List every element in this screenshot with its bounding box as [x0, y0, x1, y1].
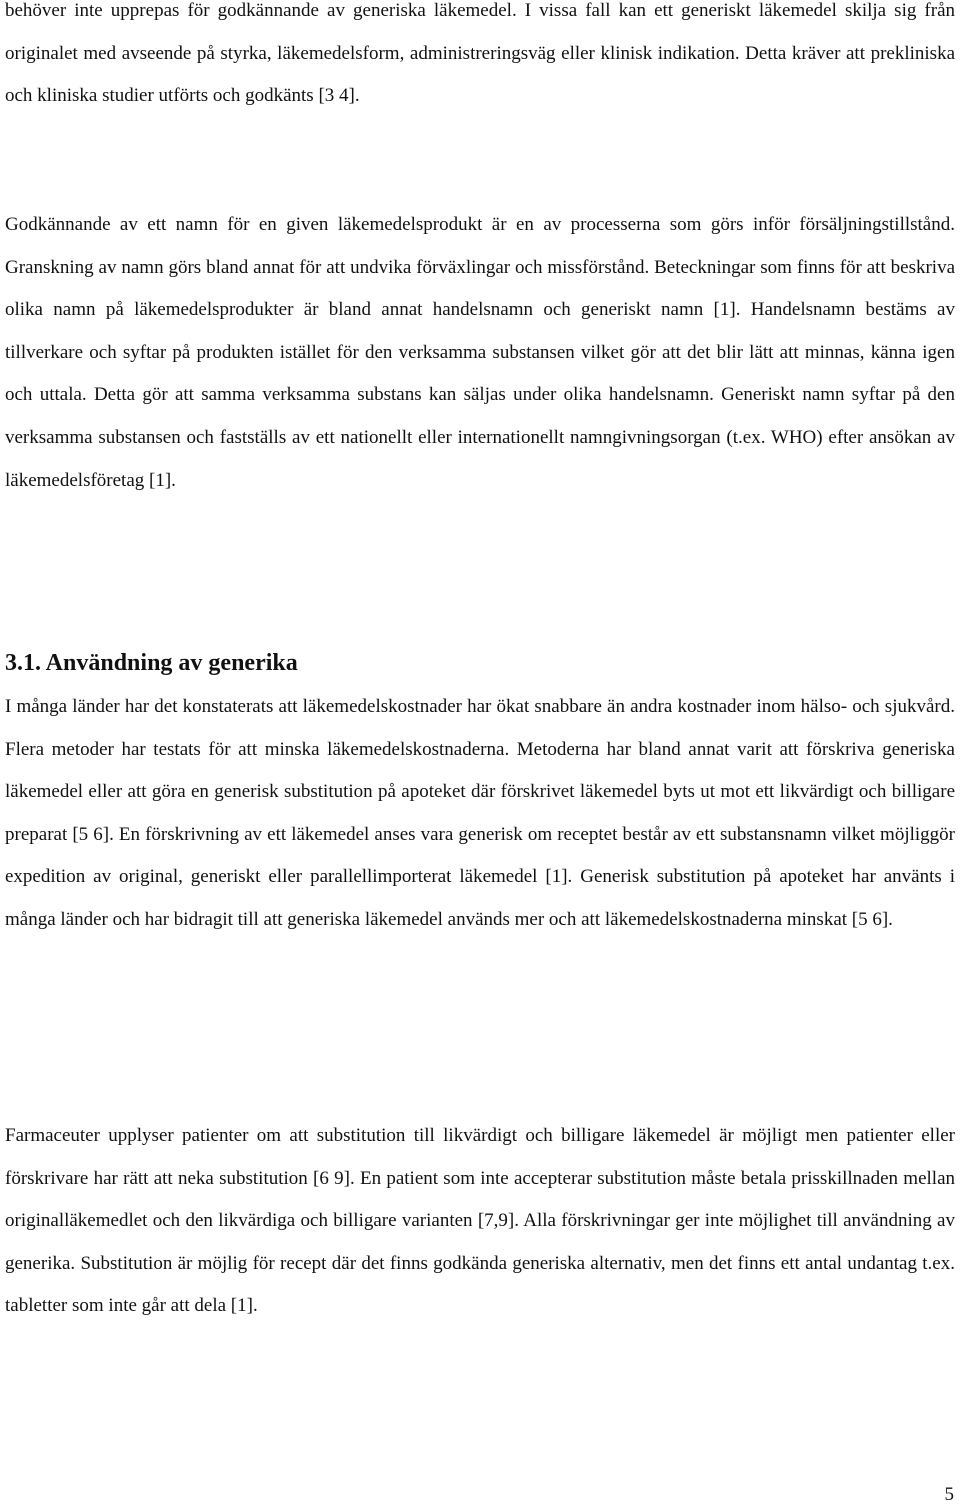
body-paragraph: Farmaceuter upplyser patienter om att substitution till likvärdigt och billigare läkemedel är möjligt men patienter eller förskrivare har rätt att neka substitution [6 9]. En patient som inte accepterar substitution måste betala prisskillnaden mellan originalläkemedlet och den likvärdiga och billigare varianten [7,9]. Alla förskrivningar ger inte möjlighet till användning av generika. Substitution är möjlig för recept där det finns godkända generiska alternativ, men det finns ett antal undantag t.ex. tabletter som inte går att dela [1]. — [5, 1125, 955, 1317]
body-paragraph: behöver inte upprepas för godkännande av generiska läkemedel. I vissa fall kan ett generiskt läkemedel skilja sig från originalet med avseende på styrka, läkemedelsform, administreringsväg eller klinisk indikation. Detta kräver att prekliniska och kliniska studier utförts och godkänts [3 4]. — [5, 0, 955, 107]
page-number: 5 — [944, 1484, 954, 1505]
body-paragraph: I många länder har det konstaterats att läkemedelskostnader har ökat snabbare än andra kostnader inom hälso- och sjukvård. Flera metoder har testats för att minska läkemedelskostnaderna. Metoderna har bland annat varit att förskriva generiska läkemedel eller att göra en generisk substitution på apoteket där förskrivet läkemedel byts ut mot ett likvärdigt och billigare preparat [5 6]. En förskrivning av ett läkemedel anses vara generisk om receptet består av ett substansnamn vilket möjliggör expedition av original, generiskt eller parallellimporterat läkemedel [1]. Generisk substitution på apoteket har använts i många länder och har bidragit till att generiska läkemedel används mer och att läkemedelskostnaderna minskat [5 6]. — [5, 696, 955, 930]
body-paragraph: Godkännande av ett namn för en given läkemedelsprodukt är en av processerna som görs inför försäljningstillstånd. Granskning av namn görs bland annat för att undvika förväxlingar och missförstånd. Beteckningar som finns för att beskriva olika namn på läkemedelsprodukter är bland annat handelsnamn och generiskt namn [1]. Handelsnamn bestäms av tillverkare och syftar på produkten istället för den verksamma substansen vilket gör att det blir lätt att minnas, känna igen och uttala. Detta gör att samma verksamma substans kan säljas under olika handelsnamn. Generiskt namn syftar på den verksamma substansen och fastställs av ett nationellt eller internationellt namngivningsorgan (t.ex. WHO) efter ansökan av läkemedelsföretag [1]. — [5, 214, 955, 491]
section-heading: 3.1. Användning av generika — [5, 650, 298, 676]
